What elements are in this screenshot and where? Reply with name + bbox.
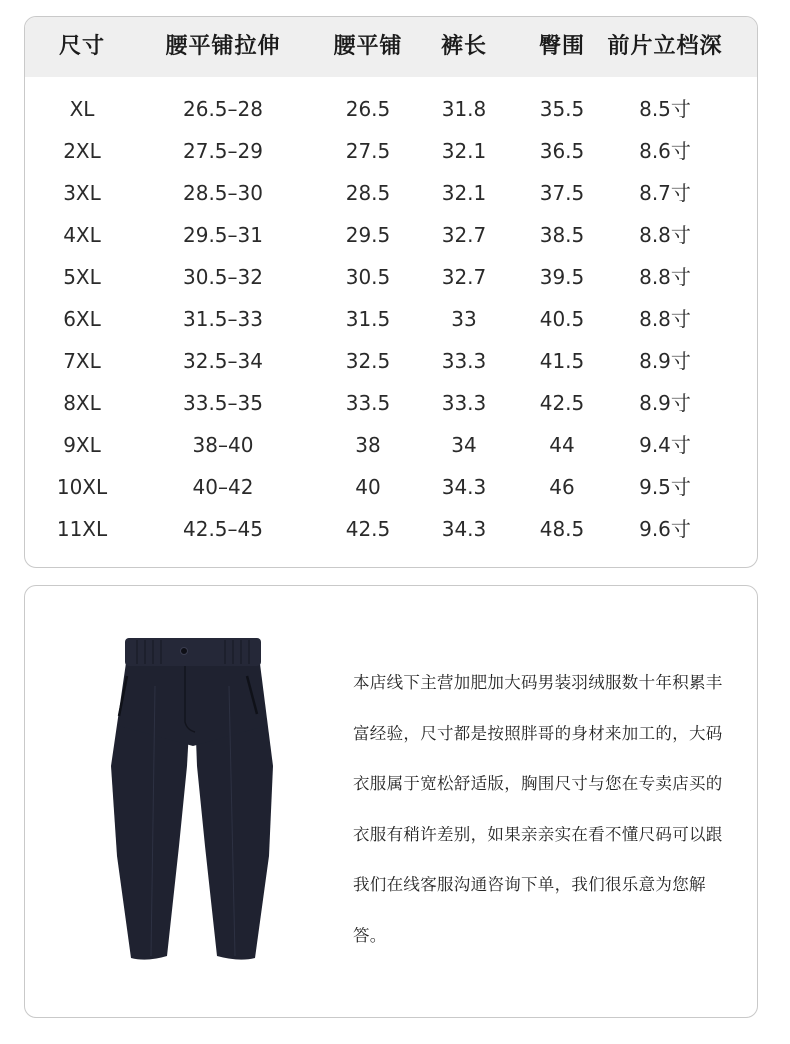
cell-hip: 35.5	[539, 97, 585, 121]
cell-waist-stretched: 42.5–45	[183, 517, 263, 541]
cell-pant-length: 34	[451, 433, 477, 457]
cell-front-rise: 8.9寸	[639, 391, 691, 415]
cell-front-rise: 8.9寸	[639, 349, 691, 373]
cell-waist-flat: 27.5	[345, 139, 391, 163]
cell-size: 10XL	[56, 475, 108, 499]
cell-hip: 46	[549, 475, 575, 499]
cell-front-rise: 8.8寸	[639, 307, 691, 331]
cell-waist-flat: 40	[355, 475, 381, 499]
cell-hip: 40.5	[539, 307, 585, 331]
cell-pant-length: 34.3	[441, 475, 487, 499]
header-front-rise: 前片立档深	[607, 34, 723, 59]
cell-waist-flat: 33.5	[345, 391, 391, 415]
product-info-card	[24, 585, 758, 1018]
header-hip: 臀围	[538, 34, 585, 59]
cell-size: XL	[69, 97, 95, 121]
cell-pant-length: 32.1	[441, 139, 487, 163]
cell-front-rise: 8.5寸	[639, 97, 691, 121]
cell-size: 2XL	[63, 139, 101, 163]
cell-hip: 48.5	[539, 517, 585, 541]
cell-waist-stretched: 31.5–33	[183, 307, 263, 331]
pants-image	[105, 626, 285, 971]
pants-button	[181, 648, 188, 655]
cell-waist-flat: 29.5	[345, 223, 391, 247]
cell-hip: 44	[549, 433, 575, 457]
cell-waist-flat: 28.5	[345, 181, 391, 205]
product-description: 本店线下主营加肥加大码男装羽绒服数十年积累丰富经验，尺寸都是按照胖哥的身材来加工的，大码衣服属于宽松舒适版，胸围尺寸与您在专卖店买的衣服有稍许差别，如果亲亲实在看不懂尺码可以跟我们在线客服沟通咨询下单，我们很乐意为您解答。	[353, 673, 723, 945]
header-pant-length: 裤长	[440, 34, 487, 59]
cell-hip: 36.5	[539, 139, 585, 163]
cell-size: 8XL	[63, 391, 101, 415]
cell-pant-length: 32.1	[441, 181, 487, 205]
cell-waist-flat: 26.5	[345, 97, 391, 121]
cell-hip: 38.5	[539, 223, 585, 247]
cell-hip: 39.5	[539, 265, 585, 289]
cell-front-rise: 8.8寸	[639, 265, 691, 289]
cell-size: 7XL	[63, 349, 101, 373]
cell-front-rise: 9.4寸	[639, 433, 691, 457]
cell-waist-flat: 38	[355, 433, 381, 457]
cell-pant-length: 33.3	[441, 349, 487, 373]
cell-waist-stretched: 30.5–32	[183, 265, 263, 289]
cell-waist-stretched: 38–40	[192, 433, 254, 457]
cell-pant-length: 32.7	[441, 223, 487, 247]
cell-pant-length: 34.3	[441, 517, 487, 541]
cell-size: 11XL	[56, 517, 108, 541]
cell-waist-stretched: 40–42	[192, 475, 254, 499]
cell-waist-stretched: 29.5–31	[183, 223, 263, 247]
cell-waist-flat: 31.5	[345, 307, 391, 331]
cell-size: 5XL	[63, 265, 101, 289]
cell-pant-length: 32.7	[441, 265, 487, 289]
cell-front-rise: 8.8寸	[639, 223, 691, 247]
cell-pant-length: 33.3	[441, 391, 487, 415]
cell-waist-stretched: 28.5–30	[183, 181, 263, 205]
cell-size: 9XL	[63, 433, 101, 457]
cell-pant-length: 33	[451, 307, 477, 331]
cell-front-rise: 8.6寸	[639, 139, 691, 163]
cell-waist-stretched: 32.5–34	[183, 349, 263, 373]
cell-size: 6XL	[63, 307, 101, 331]
cell-size: 3XL	[63, 181, 101, 205]
cell-hip: 37.5	[539, 181, 585, 205]
cell-hip: 41.5	[539, 349, 585, 373]
cell-waist-flat: 30.5	[345, 265, 391, 289]
cell-waist-stretched: 27.5–29	[183, 139, 263, 163]
cell-waist-stretched: 33.5–35	[183, 391, 263, 415]
cell-waist-flat: 32.5	[345, 349, 391, 373]
header-size: 尺寸	[58, 34, 105, 59]
cell-hip: 42.5	[539, 391, 585, 415]
header-waist-stretched: 腰平铺拉伸	[165, 34, 281, 59]
cell-size: 4XL	[63, 223, 101, 247]
cell-waist-stretched: 26.5–28	[183, 97, 263, 121]
cell-front-rise: 8.7寸	[639, 181, 691, 205]
cell-waist-flat: 42.5	[345, 517, 391, 541]
size-chart-card	[24, 16, 758, 568]
cell-front-rise: 9.6寸	[639, 517, 691, 541]
header-waist-flat: 腰平铺	[333, 34, 403, 59]
cell-front-rise: 9.5寸	[639, 475, 691, 499]
cell-pant-length: 31.8	[441, 97, 487, 121]
